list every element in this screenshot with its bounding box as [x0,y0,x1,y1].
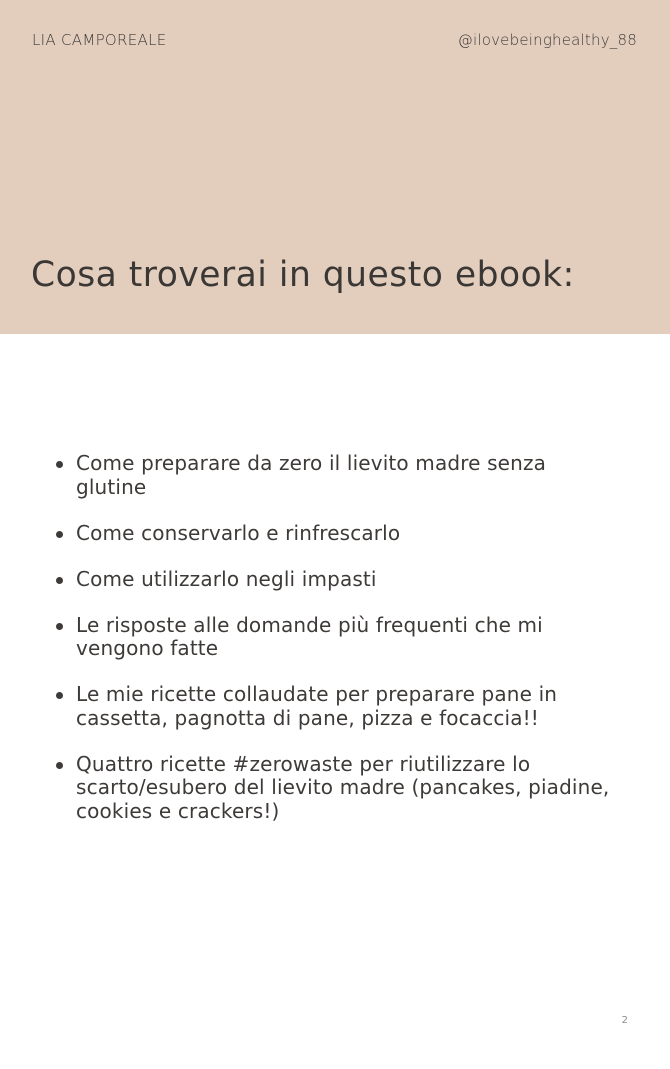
list-item-text: Quattro ricette #zerowaste per riutilizzare lo scarto/esubero del lievito madre (pancakes, piadine, cookies e crackers!) [76,751,610,823]
list-item-text: Come preparare da zero il lievito madre senza glutine [76,451,546,499]
bullet-icon [56,461,63,468]
page-number: 2 [621,1015,628,1026]
list-item [56,568,616,592]
list-item [56,614,616,661]
list-item-text: Le risposte alle domande più frequenti che mi vengono fatte [76,612,543,660]
author-name: LIA CAMPOREALE [32,31,167,49]
list-item-text: Come utilizzarlo negli impasti [76,566,377,591]
list-item [56,452,616,499]
bullet-icon [56,692,63,699]
list-item-text: Le mie ricette collaudate per preparare pane in cassetta, pagnotta di pane, pizza e focaccia!! [76,682,558,730]
bullet-icon [56,762,63,769]
list-item-text: Come conservarlo e rinfrescarlo [76,520,401,545]
bullet-icon [56,577,63,584]
list-item [56,522,616,546]
page-title: Cosa troverai in questo ebook: [31,255,575,295]
contents-list [56,452,616,846]
social-handle: @ilovebeinghealthy_88 [457,31,637,49]
list-item [56,753,616,824]
header-band [0,0,670,334]
bullet-icon [56,623,63,630]
list-item [56,683,616,730]
bullet-icon [56,531,63,538]
